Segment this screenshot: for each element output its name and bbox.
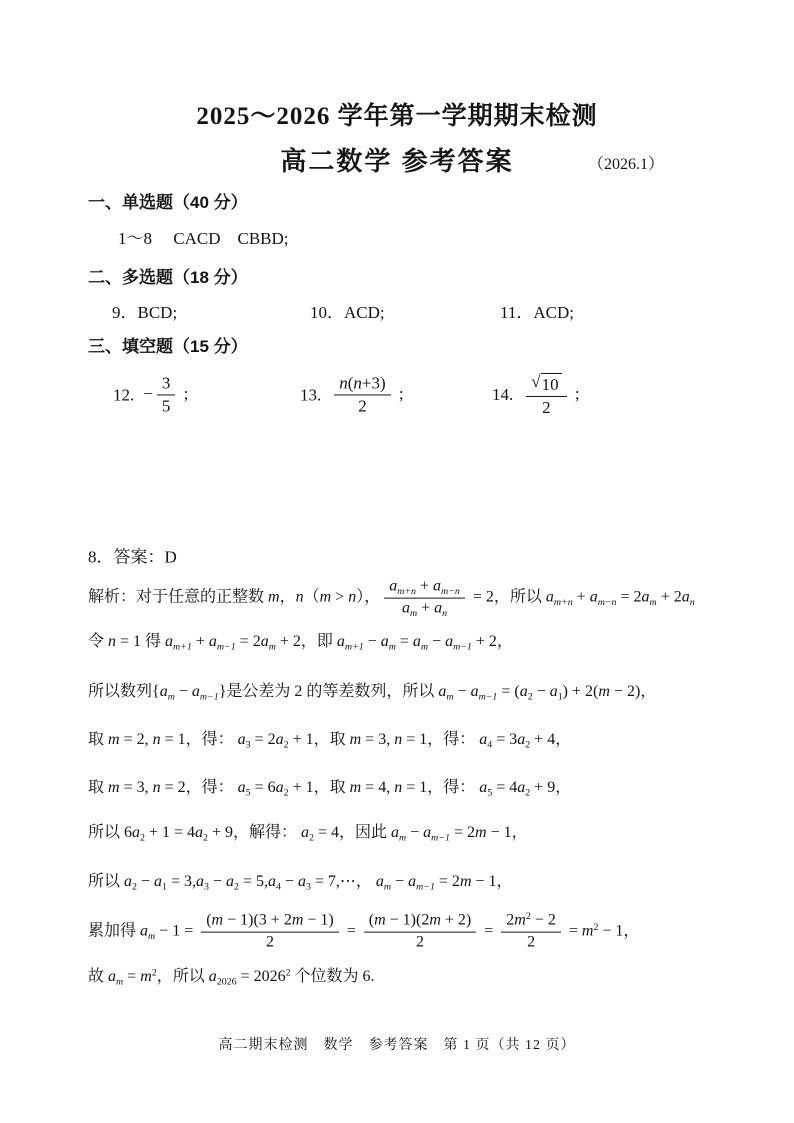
exam-date: （2026.1） bbox=[588, 156, 665, 173]
section-heading-fill-blank: 三、填空题（15 分） bbox=[88, 337, 248, 356]
q8-answer-line: 8．答案：D bbox=[88, 547, 177, 567]
solution-line-9: 故 $a_m = m^2$，所以 $a_{2026} = 2026^2$ 个位数为 6. bbox=[88, 967, 375, 988]
answer-q9: 9．BCD; bbox=[112, 303, 178, 322]
answer-q11: 11．ACD; bbox=[500, 303, 574, 322]
solution-line-4: 取 m = 2, n = 1，得： $a_3 = 2a_2 + 1$，取 m = 3, n = 1，得： $a_4 = 3a_2 + 4$， bbox=[88, 731, 572, 751]
section-heading-multiple-choice: 二、多选题（18 分） bbox=[88, 268, 248, 287]
section-heading-single-choice: 一、单选题（40 分） bbox=[88, 193, 248, 212]
solution-line-analysis: 解析：对于任意的正整数 m，n（m > n）， $\frac{a_{m+n} + a_{m-n}}{a_m + a_n}$ = 2，所以 $a_{m+n} + a_{m-n} = 2a_m + 2a_n$ bbox=[88, 577, 695, 619]
answer-q13-label: 13. bbox=[300, 385, 322, 404]
document-title: 2025～2026 学年第一学期期末检测 bbox=[196, 103, 598, 130]
solution-line-3: 所以数列$\{a_m - a_{m-1}\}$是公差为 2 的等差数列，所以 $a_m - a_{m-1} = (a_2 - a_1) + 2(m - 2)$， bbox=[88, 683, 657, 703]
solution-line-7: 所以 $a_2 - a_1 = 3,a_3 - a_2 = 5,a_4 - a_3$ = 7,⋯， $a_m - a_{m-1} = 2m - 1$， bbox=[88, 873, 513, 893]
answer-q12-label: 12. bbox=[113, 385, 135, 404]
answer-q13 bbox=[300, 373, 404, 416]
solution-line-8: 累加得 $a_m - 1$ = $\frac{(m - 1)(3 + 2m - 1)}{2}$ = $\frac{(m - 1)(2m + 2)}{2}$ = $\frac{2m^2 - 2}{2}$ = $m^2 - 1$， bbox=[88, 911, 640, 951]
answer-q13-math: $\frac{n(n+3)}{2}$ ; bbox=[330, 373, 403, 416]
multiple-choice-answer-row bbox=[0, 298, 794, 324]
solution-line-2: 令 n = 1 得 $a_{m+1} + a_{m-1} = 2a_m + 2$，即 $a_{m+1} - a_m = a_m - a_{m-1} + 2$， bbox=[88, 633, 513, 653]
answer-q14 bbox=[492, 372, 580, 418]
subtitle-row bbox=[0, 141, 794, 178]
answer-q12-math: − $\frac{3}{5}$ ; bbox=[143, 373, 189, 416]
answer-q14-label: 14. bbox=[492, 385, 514, 404]
single-choice-answers: 1～8 CACD CBBD; bbox=[118, 229, 289, 248]
answer-q12 bbox=[113, 373, 188, 416]
page-footer: 高二期末检测 数学 参考答案 第 1 页（共 12 页） bbox=[218, 1038, 576, 1053]
fill-blank-answer-row bbox=[0, 358, 794, 432]
answer-q10: 10．ACD; bbox=[310, 303, 385, 322]
solution-line-5: 取 m = 3, n = 2，得： $a_5 = 6a_2 + 1$，取 m = 4, n = 1，得： $a_5 = 4a_2 + 9$， bbox=[88, 779, 572, 799]
document-subtitle: 高二数学 参考答案 bbox=[280, 146, 514, 176]
answer-q14-math: √ 10 2 ; bbox=[522, 372, 579, 418]
solution-line-6: 所以 $6a_2 + 1 = 4a_2 + 9$，解得： $a_2 = 4$，因此 $a_m - a_{m-1} = 2m - 1$， bbox=[88, 824, 528, 844]
